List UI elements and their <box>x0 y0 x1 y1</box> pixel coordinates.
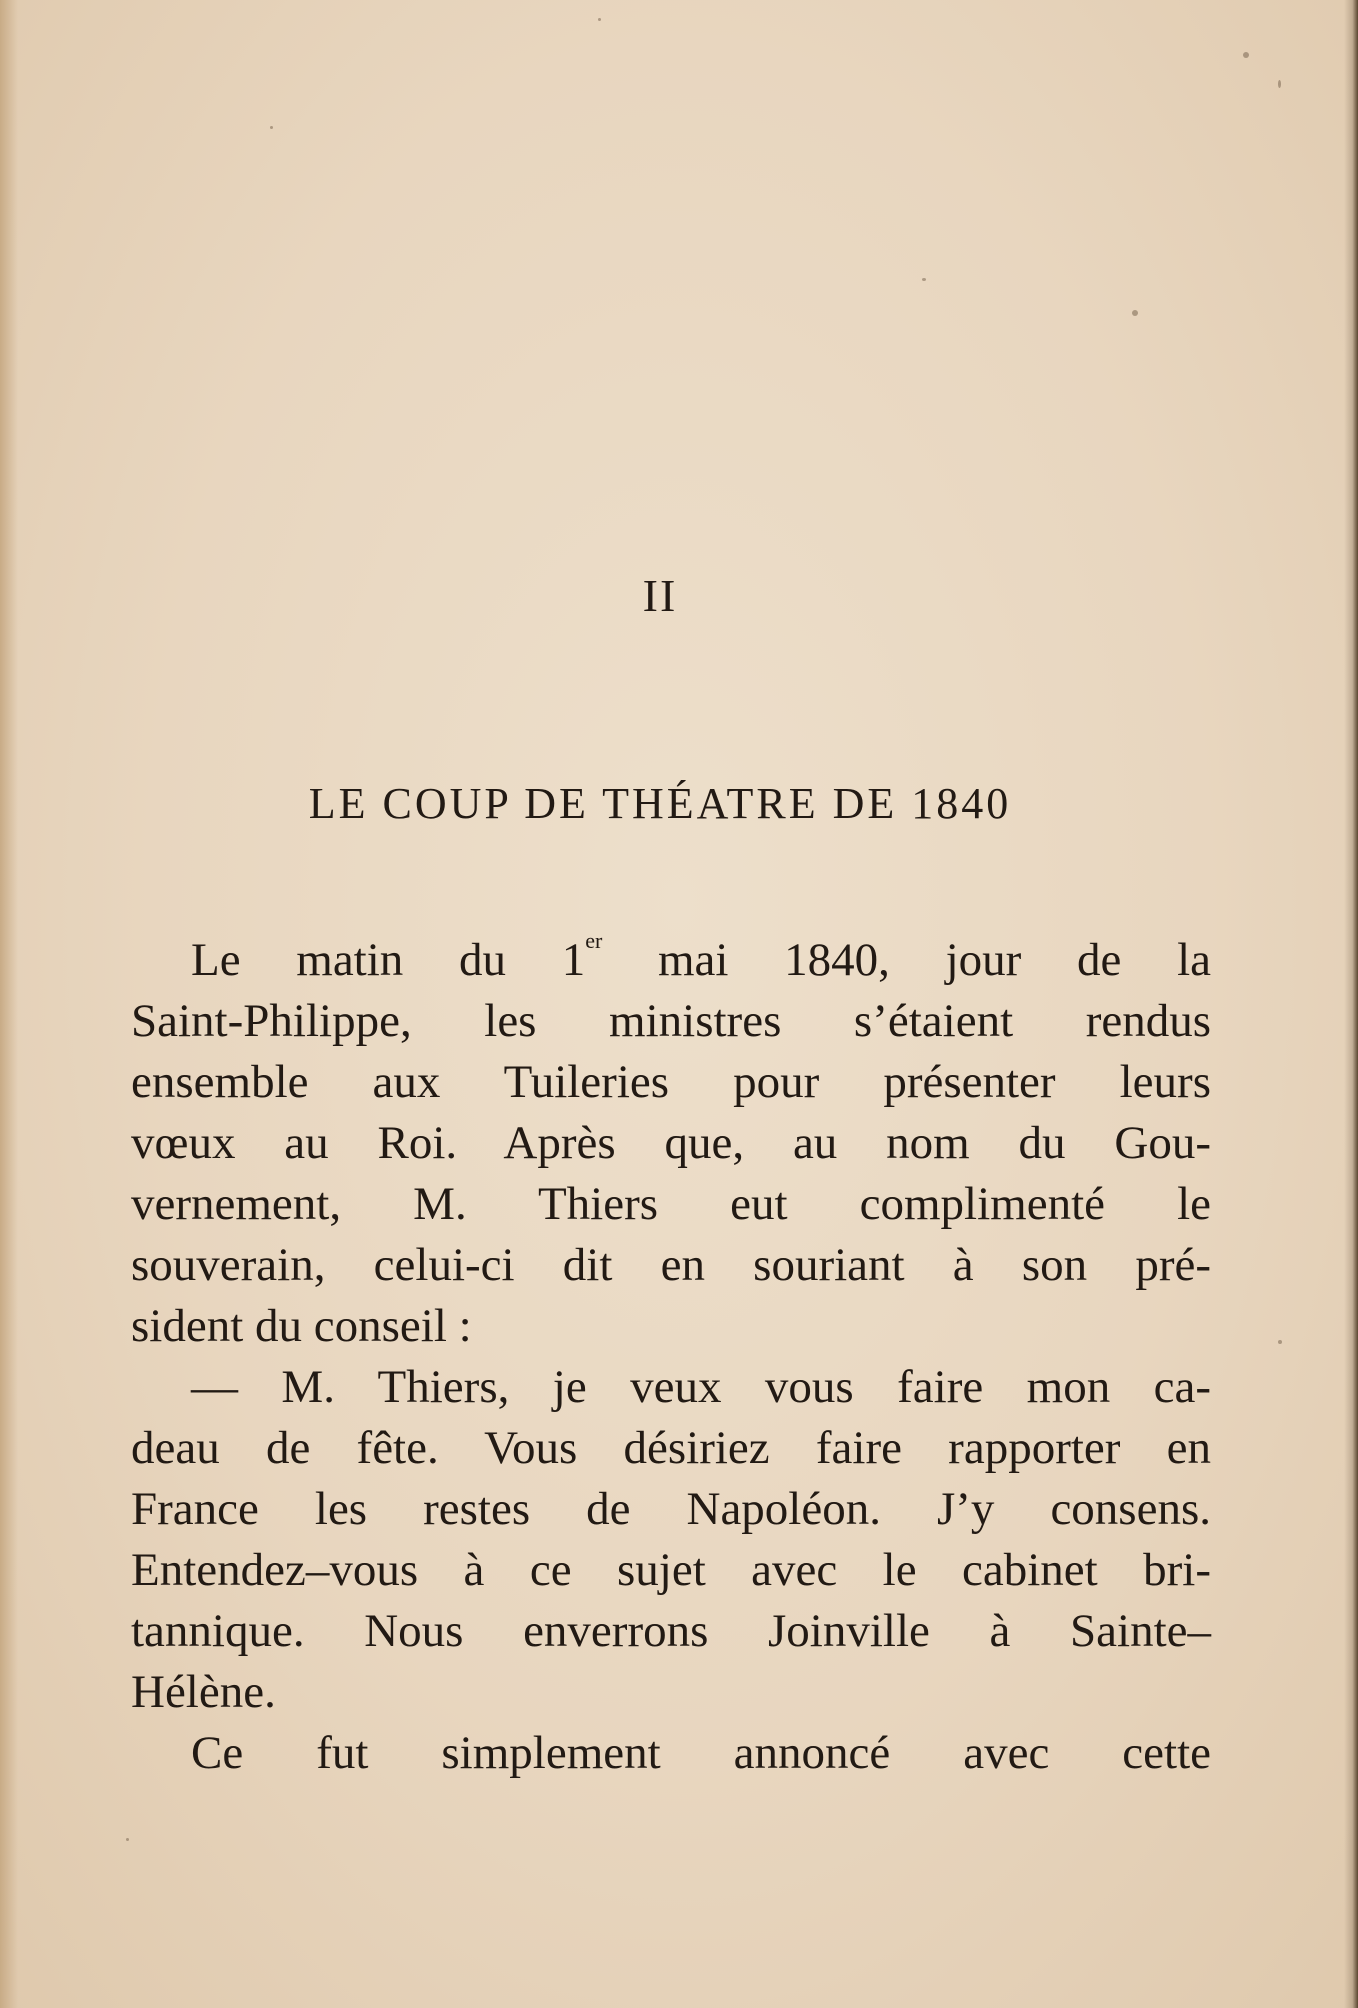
paper-speck <box>1243 52 1249 58</box>
text-line: Ce fut simplement annoncé avec cette <box>191 1727 1211 1779</box>
text-line: souverain, celui-ci dit en souriant à son pré- <box>131 1239 1211 1291</box>
text-line: Hélène. <box>131 1666 276 1718</box>
text-line: France les restes de Napoléon. J’y consens. <box>131 1483 1211 1535</box>
page-left-edge <box>0 0 18 2008</box>
paper-speck <box>922 278 926 281</box>
text-line: sident du conseil : <box>131 1300 472 1352</box>
text-line: Le matin du 1er mai 1840, jour de la <box>191 928 1211 986</box>
paper-speck <box>598 18 601 21</box>
text-line: ensemble aux Tuileries pour présenter leurs <box>131 1056 1211 1108</box>
text-line: vœux au Roi. Après que, au nom du Gou- <box>131 1117 1211 1169</box>
paper-speck <box>1278 80 1281 88</box>
paper-speck <box>1132 310 1138 316</box>
chapter-title: LE COUP DE THÉATRE DE 1840 <box>308 779 1012 828</box>
page-right-edge <box>1344 0 1358 2008</box>
paper-speck <box>126 1838 129 1841</box>
chapter-body <box>131 930 1211 1784</box>
paper-speck <box>1278 1340 1282 1344</box>
text-line: Saint-Philippe, les ministres s’étaient rendus <box>131 995 1211 1047</box>
paper-speck <box>270 126 273 129</box>
text-line: deau de fête. Vous désiriez faire rapporter en <box>131 1422 1211 1474</box>
text-line: — M. Thiers, je veux vous faire mon ca- <box>191 1361 1211 1413</box>
text-line: tannique. Nous enverrons Joinville à Sainte– <box>131 1605 1211 1657</box>
chapter-number: II <box>642 570 678 621</box>
text-line: vernement, M. Thiers eut complimenté le <box>131 1178 1211 1230</box>
ordinal-superscript: er <box>585 928 603 953</box>
text-line: Entendez–vous à ce sujet avec le cabinet bri- <box>131 1544 1211 1596</box>
